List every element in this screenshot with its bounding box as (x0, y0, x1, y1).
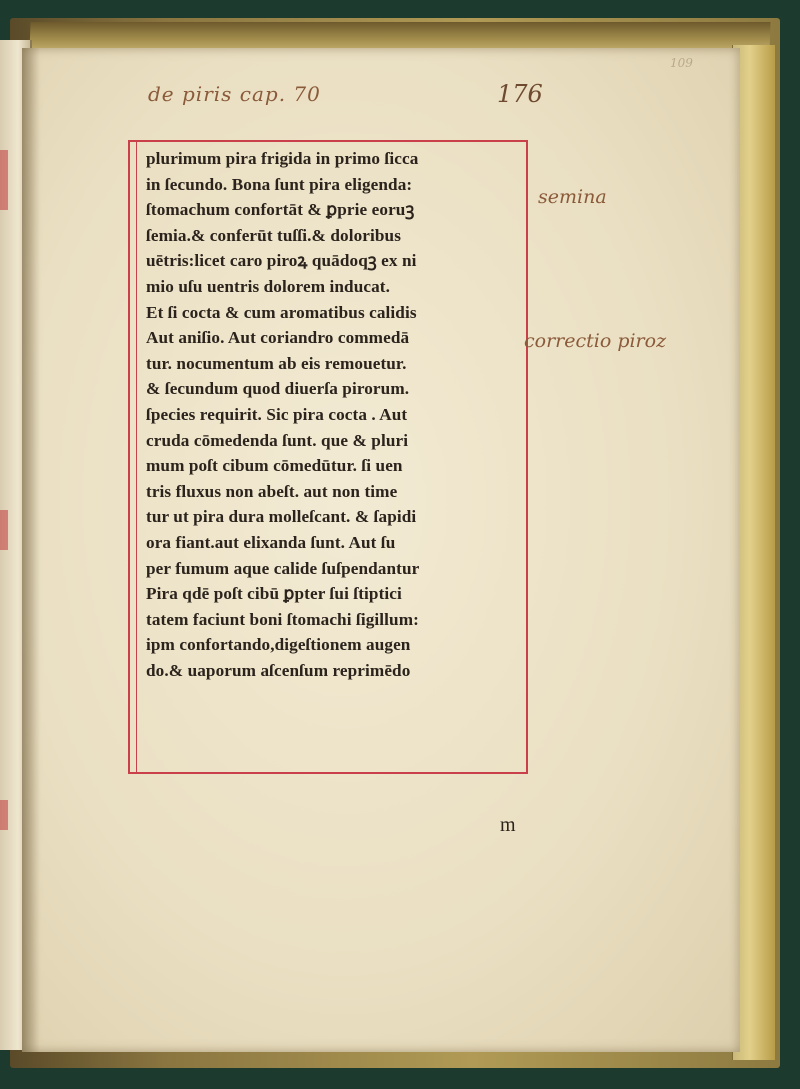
text-line: Et ſi cocta & cum aromatibus calidis (146, 302, 417, 322)
text-line: Aut aniſio. Aut coriandro commedā (146, 328, 410, 348)
text-line: plurimum pira frigida in primo ſicca (146, 149, 419, 168)
text-line: ſtomachum confortāt & ꝑprie eoruꝫ (146, 200, 415, 220)
corner-number: 109 (670, 56, 693, 70)
text-line: tatem faciunt boni ſtomachi ſigillum: (146, 609, 419, 629)
text-line: Pira qdē poſt cibū ꝑpter ſui ſtiptici (146, 584, 402, 604)
text-line: mio uſu uentris dolorem inducat. (146, 276, 391, 296)
text-line: per fumum aque calide ſuſpendantur (146, 558, 420, 578)
folio-number: 176 (497, 80, 543, 108)
text-line: tur ut pira dura molleſcant. & ſapidi (146, 507, 417, 527)
text-line: tur. nocumentum ab eis remouetur. (146, 353, 407, 373)
signature-mark: m (500, 814, 516, 836)
text-line: & ſecundum quod diuerſa pirorum. (146, 379, 410, 399)
text-line: cruda cōmedenda ſunt. que & pluri (146, 430, 409, 450)
text-line: ſemia.& conferūt tuſſi.& doloribus (146, 225, 401, 245)
gutter-shadow (22, 48, 40, 1052)
text-line: ipm confortando,digeſtionem augen (146, 635, 411, 655)
running-head: de piris cap. 70 (148, 82, 321, 106)
text-line: tris fluxus non abeſt. aut non time (146, 481, 398, 501)
text-line: ſpecies requirit. Sic pira cocta . Aut (146, 404, 408, 424)
text-line: uētris:licet caro piroꝝ quādoqꝫ ex ni (146, 251, 417, 271)
text-line: do.& uaporum aſcenſum reprimēdo (146, 660, 411, 680)
text-line: ora fiant.aut elixanda ſunt. Aut ſu (146, 532, 396, 552)
margin-note-semina: semina (538, 186, 607, 208)
text-line: mum poſt cibum cōmedūtur. ſi uen (146, 456, 403, 476)
margin-note-correctio: correctio piroz (524, 330, 667, 352)
main-text-block (146, 146, 520, 683)
text-line: in ſecundo. Bona ſunt pira eligenda: (146, 174, 413, 194)
